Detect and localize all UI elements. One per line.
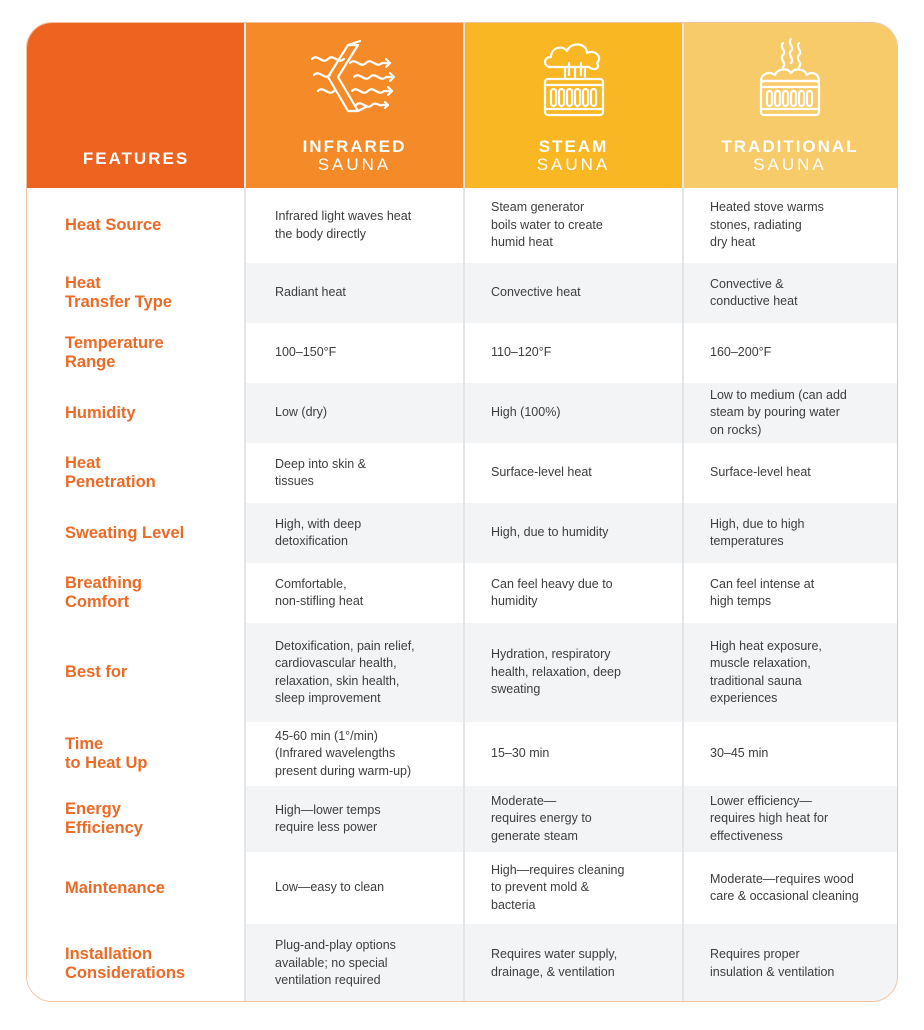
feature-label: Time to Heat Up — [27, 722, 245, 786]
steam-value: Requires water supply, drainage, & ventilation — [491, 947, 618, 979]
feature-label: Heat Penetration — [27, 443, 245, 503]
stove-stones-icon — [745, 37, 835, 121]
traditional-value: Heated stove warms stones, radiating dry heat — [710, 200, 824, 250]
infrared-value: 45-60 min (1°/min) (Infrared wavelengths present during warm-up) — [275, 728, 412, 778]
steam-value: High (100%) — [491, 405, 561, 420]
traditional-value: Requires proper insulation & ventilation — [710, 947, 835, 979]
table-row — [27, 924, 897, 1002]
table-row — [27, 443, 897, 503]
feature-label: Breathing Comfort — [27, 563, 245, 623]
header-traditional — [683, 23, 897, 188]
infrared-value: Low (dry) — [275, 405, 328, 420]
traditional-title: TRADITIONAL — [721, 137, 859, 156]
traditional-value: Lower efficiency— requires high heat for effectiveness — [710, 793, 829, 843]
steam-value: Steam generator boils water to create humid heat — [491, 200, 603, 250]
header-features — [27, 23, 245, 188]
infrared-value: High—lower temps require less power — [275, 802, 381, 834]
steam-title: STEAM — [538, 137, 609, 156]
steam-heater-icon — [529, 37, 619, 121]
infrared-title: INFRARED — [302, 137, 407, 156]
header-steam — [464, 23, 683, 188]
steam-value: Hydration, respiratory health, relaxation, deep sweating — [491, 647, 621, 697]
traditional-subtitle: SAUNA — [753, 155, 827, 174]
feature-label: Best for — [27, 623, 245, 722]
table-row — [27, 563, 897, 623]
steam-value: 15–30 min — [491, 746, 550, 761]
infrared-value: Low—easy to clean — [275, 880, 385, 895]
header-infrared — [245, 23, 464, 188]
feature-label: Heat Source — [27, 188, 245, 263]
steam-value: Convective heat — [491, 285, 581, 300]
traditional-value: Low to medium (can add steam by pouring water on rocks) — [710, 387, 847, 437]
table-row — [27, 852, 897, 924]
table-row — [27, 383, 897, 443]
table-row — [27, 786, 897, 852]
traditional-value: Surface-level heat — [710, 465, 811, 480]
column-divider — [682, 23, 684, 1002]
feature-label: Sweating Level — [27, 503, 245, 563]
feature-label: Maintenance — [27, 852, 245, 924]
steam-value: Surface-level heat — [491, 465, 592, 480]
infrared-value: Comfortable, non-stifling heat — [275, 576, 364, 608]
steam-value: 110–120°F — [491, 345, 552, 360]
infrared-subtitle: SAUNA — [317, 155, 392, 174]
features-label: FEATURES — [82, 149, 190, 168]
sauna-comparison-table — [26, 22, 898, 1002]
column-divider — [244, 23, 246, 1002]
infrared-value: Radiant heat — [275, 285, 346, 300]
column-divider — [463, 23, 465, 1002]
steam-value: High—requires cleaning to prevent mold & bacteria — [491, 862, 625, 912]
feature-label: Installation Considerations — [27, 924, 245, 1002]
traditional-value: Convective & conductive heat — [710, 276, 798, 308]
infrared-value: Deep into skin & tissues — [275, 456, 367, 488]
table-row — [27, 722, 897, 786]
traditional-value: 160–200°F — [710, 345, 772, 360]
infrared-value: 100–150°F — [275, 345, 337, 360]
traditional-value: Can feel intense at high temps — [710, 576, 815, 608]
steam-subtitle: SAUNA — [536, 155, 611, 174]
feature-label: Temperature Range — [27, 323, 245, 383]
steam-value: Can feel heavy due to humidity — [491, 576, 613, 608]
table-row — [27, 503, 897, 563]
table-row — [27, 188, 897, 263]
traditional-value: High heat exposure, muscle relaxation, traditional sauna experiences — [710, 638, 822, 705]
infrared-value: Infrared light waves heat the body directly — [275, 209, 412, 241]
traditional-value: Moderate—requires wood care & occasional cleaning — [710, 871, 859, 903]
steam-value: Moderate— requires energy to generate steam — [491, 793, 592, 843]
infrared-value: Detoxification, pain relief, cardiovascular health, relaxation, skin health, sleep improvement — [275, 638, 415, 705]
traditional-value: 30–45 min — [710, 746, 769, 761]
table-row — [27, 263, 897, 323]
feature-label: Energy Efficiency — [27, 786, 245, 852]
feature-label: Heat Transfer Type — [27, 263, 245, 323]
table-row — [27, 323, 897, 383]
feature-label: Humidity — [27, 383, 245, 443]
table-row — [27, 623, 897, 722]
infrared-value: Plug-and-play options available; no special ventilation required — [275, 938, 396, 988]
infrared-value: High, with deep detoxification — [275, 516, 362, 548]
infrared-waves-icon — [310, 37, 400, 121]
steam-value: High, due to humidity — [491, 525, 609, 540]
table-header — [27, 23, 897, 188]
traditional-value: High, due to high temperatures — [710, 516, 805, 548]
